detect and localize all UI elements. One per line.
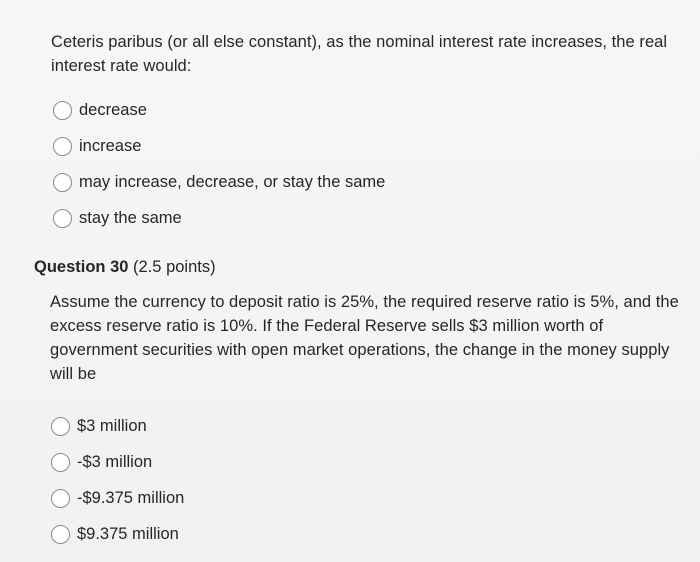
option-label: -$9.375 million bbox=[77, 489, 185, 507]
option-label: $9.375 million bbox=[77, 525, 179, 543]
option-stay-the-same[interactable] bbox=[53, 200, 385, 236]
option-3-million[interactable] bbox=[51, 408, 184, 444]
option-minus-9375-million[interactable] bbox=[51, 480, 184, 516]
radio-button[interactable] bbox=[53, 209, 72, 228]
option-minus-3-million[interactable] bbox=[51, 444, 184, 480]
option-label: may increase, decrease, or stay the same bbox=[79, 173, 386, 191]
radio-button[interactable] bbox=[51, 489, 70, 508]
option-may-increase-decrease-or-stay[interactable] bbox=[53, 164, 385, 200]
answer-options bbox=[51, 408, 184, 552]
question-number: Question 30 bbox=[34, 258, 129, 276]
answer-options bbox=[53, 92, 385, 236]
option-label: stay the same bbox=[79, 209, 182, 227]
radio-button[interactable] bbox=[53, 173, 72, 192]
radio-button[interactable] bbox=[51, 453, 70, 472]
radio-button[interactable] bbox=[51, 417, 70, 436]
option-decrease[interactable] bbox=[53, 92, 385, 128]
option-increase[interactable] bbox=[53, 128, 385, 164]
option-label: $3 million bbox=[77, 417, 147, 435]
question-header bbox=[34, 255, 216, 279]
question-points: (2.5 points) bbox=[133, 258, 216, 276]
question-text: Ceteris paribus (or all else constant), as the nominal interest rate increases, the real interest rate would: bbox=[51, 33, 668, 75]
radio-button[interactable] bbox=[53, 101, 72, 120]
question-text: Assume the currency to deposit ratio is 25%, the required reserve ratio is 5%, and the excess reserve ratio is 10%. If the Federal Reserve sells $3 million worth of government securities with open market operations, the change in the money supply will be bbox=[50, 293, 679, 383]
option-label: decrease bbox=[79, 101, 147, 119]
radio-button[interactable] bbox=[53, 137, 72, 156]
radio-button[interactable] bbox=[51, 525, 70, 544]
option-label: increase bbox=[79, 137, 142, 155]
option-label: -$3 million bbox=[77, 453, 153, 471]
option-9375-million[interactable] bbox=[51, 516, 184, 552]
